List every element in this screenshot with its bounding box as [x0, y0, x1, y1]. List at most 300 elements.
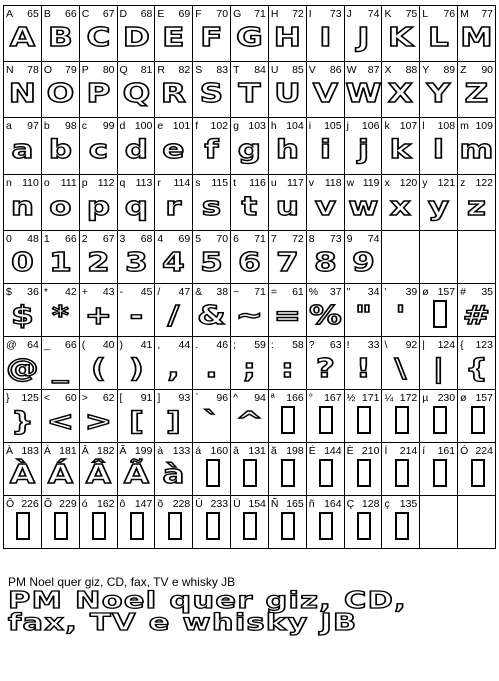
missing-glyph-box	[92, 512, 106, 540]
glyph-code: 93	[178, 391, 191, 404]
glyph-label	[44, 177, 77, 189]
glyph-char-label: :	[270, 338, 274, 351]
glyph-label	[233, 498, 266, 510]
glyph-preview: H	[273, 23, 301, 53]
glyph-preview: "	[354, 300, 372, 331]
glyph-cell	[344, 6, 382, 62]
glyph-label	[384, 64, 417, 76]
glyph-label	[347, 8, 380, 20]
glyph-label	[309, 177, 342, 189]
glyph-cell	[420, 336, 458, 389]
glyph-preview: }	[10, 406, 34, 437]
glyph-code: 109	[475, 120, 493, 133]
glyph-label	[384, 498, 417, 510]
glyph-preview: n	[10, 191, 34, 222]
glyph-char-label: ]	[157, 391, 161, 404]
glyph-preview: 5	[200, 247, 223, 278]
glyph-cell	[4, 6, 42, 62]
glyph-label	[422, 177, 455, 189]
glyph-char-label: É	[308, 444, 316, 457]
glyph-label	[347, 392, 380, 404]
glyph-label	[157, 286, 190, 298]
glyph-preview: T	[238, 79, 261, 110]
glyph-code: 83	[216, 64, 229, 77]
glyph-cell	[231, 336, 269, 389]
glyph-label	[195, 392, 228, 404]
glyph-cell	[117, 389, 155, 442]
glyph-code: 107	[399, 120, 418, 133]
glyph-char-label: í	[422, 444, 426, 457]
glyph-char-label: f	[195, 120, 199, 133]
glyph-code: 65	[27, 8, 39, 20]
glyph-label	[6, 286, 39, 298]
glyph-cell	[458, 442, 496, 495]
glyph-char-label: °	[308, 391, 313, 404]
glyph-char-label: 9	[346, 232, 353, 245]
glyph-preview: !	[355, 353, 371, 384]
glyph-code: 81	[140, 64, 153, 77]
glyph-label	[6, 445, 39, 457]
glyph-label	[120, 392, 153, 404]
glyph-char-label: ø	[460, 391, 467, 404]
glyph-label	[271, 177, 304, 189]
glyph-cell	[420, 389, 458, 442]
glyph-char-label: t	[233, 176, 236, 189]
glyph-code: 103	[248, 120, 266, 133]
glyph-preview: p	[86, 191, 110, 222]
glyph-label	[44, 392, 77, 404]
glyph-cell	[79, 389, 117, 442]
glyph-cell	[79, 336, 117, 389]
glyph-label	[422, 445, 455, 457]
glyph-preview: v	[314, 191, 336, 222]
glyph-cell	[458, 6, 496, 62]
glyph-char-label: \	[384, 338, 388, 351]
glyph-code: 34	[367, 285, 380, 298]
glyph-preview: 1	[48, 247, 72, 278]
glyph-cell	[155, 336, 193, 389]
grid-row	[4, 389, 496, 442]
glyph-char-label: 4	[157, 232, 164, 245]
glyph-char-label: Ñ	[270, 497, 279, 510]
glyph-char-label: /	[157, 285, 161, 298]
glyph-code: 92	[405, 338, 418, 351]
missing-glyph-box	[281, 406, 295, 434]
glyph-char-label: Á	[43, 444, 51, 457]
glyph-preview: d	[124, 135, 148, 166]
glyph-code: 61	[292, 285, 304, 298]
glyph-cell	[117, 230, 155, 283]
glyph-label	[195, 339, 228, 351]
glyph-cell	[458, 118, 496, 174]
glyph-char-label: X	[384, 64, 392, 77]
glyph-label	[44, 120, 77, 132]
glyph-preview: Á	[47, 459, 73, 490]
glyph-cell	[344, 118, 382, 174]
glyph-code: 73	[329, 232, 342, 245]
glyph-char-label: R	[157, 64, 165, 77]
glyph-code: 198	[286, 444, 304, 457]
glyph-char-label: z	[460, 176, 466, 189]
glyph-char-label: Ü	[233, 497, 241, 510]
glyph-char-label: r	[157, 176, 161, 189]
glyph-code: 112	[97, 176, 115, 189]
glyph-code: 199	[134, 444, 153, 457]
glyph-preview: X	[388, 79, 414, 110]
glyph-preview: q	[124, 191, 148, 222]
glyph-char-label: #	[460, 285, 466, 298]
glyph-cell	[155, 283, 193, 336]
glyph-cell	[458, 336, 496, 389]
glyph-code: 77	[481, 8, 493, 20]
glyph-char-label: %	[308, 285, 319, 298]
glyph-label	[6, 392, 39, 404]
grid-row	[4, 442, 496, 495]
glyph-preview: G	[236, 23, 263, 53]
glyph-cell	[268, 230, 306, 283]
glyph-cell	[458, 62, 496, 118]
glyph-preview: x	[390, 191, 412, 222]
glyph-cell	[117, 336, 155, 389]
glyph-cell	[155, 442, 193, 495]
glyph-char-label: '	[384, 285, 387, 298]
missing-glyph-box	[281, 459, 295, 487]
glyph-char-label: w	[346, 176, 355, 189]
glyph-code: 230	[437, 391, 456, 404]
glyph-preview: |	[432, 353, 445, 384]
glyph-char-label: ª	[270, 391, 275, 404]
glyph-code: 182	[97, 444, 115, 457]
glyph-code: 66	[65, 338, 77, 351]
glyph-char-label: 0	[6, 232, 12, 245]
glyph-label	[309, 8, 342, 20]
glyph-preview: D	[122, 23, 150, 53]
glyph-label	[44, 339, 77, 351]
glyph-label	[422, 286, 455, 298]
glyph-char-label: ñ	[308, 497, 315, 510]
glyph-preview: 8	[313, 247, 337, 278]
glyph-label	[44, 8, 77, 20]
glyph-cell	[231, 230, 269, 283]
glyph-char-label: <	[43, 391, 50, 404]
glyph-cell	[382, 495, 420, 548]
glyph-cell	[382, 6, 420, 62]
glyph-preview: /	[167, 300, 180, 331]
glyph-label	[157, 445, 190, 457]
glyph-code: 165	[286, 497, 304, 510]
glyph-preview: &	[197, 300, 226, 331]
glyph-code: 45	[140, 285, 153, 298]
glyph-label	[233, 177, 266, 189]
grid-row	[4, 118, 496, 174]
glyph-label	[309, 445, 342, 457]
glyph-char-label: [	[119, 391, 123, 404]
glyph-char-label: !	[346, 338, 350, 351]
glyph-cell	[382, 118, 420, 174]
glyph-cell	[4, 495, 42, 548]
glyph-code: 172	[399, 391, 418, 404]
glyph-cell	[117, 62, 155, 118]
glyph-code: 123	[475, 338, 493, 351]
glyph-cell	[268, 283, 306, 336]
glyph-cell	[458, 283, 496, 336]
glyph-code: 157	[475, 391, 493, 404]
glyph-label	[422, 120, 455, 132]
glyph-label	[347, 64, 380, 76]
glyph-char-label: á	[195, 444, 202, 457]
glyph-code: 70	[216, 8, 229, 20]
glyph-label	[157, 120, 190, 132]
glyph-char-label: õ	[157, 497, 164, 510]
glyph-preview: j	[357, 135, 369, 166]
glyph-preview: 3	[124, 247, 148, 278]
glyph-label	[347, 445, 380, 457]
glyph-code: 37	[329, 285, 342, 298]
missing-glyph-box	[206, 459, 220, 487]
glyph-cell	[344, 174, 382, 230]
glyph-label	[6, 498, 39, 510]
glyph-preview: *	[51, 300, 69, 331]
glyph-label	[233, 445, 266, 457]
glyph-label	[271, 286, 304, 298]
glyph-preview: `	[203, 406, 220, 437]
missing-glyph-box	[433, 406, 447, 434]
glyph-label	[82, 445, 115, 457]
glyph-label	[271, 445, 304, 457]
glyph-cell	[306, 283, 344, 336]
glyph-preview: F	[200, 23, 223, 53]
glyph-cell	[268, 495, 306, 548]
glyph-char-label: k	[384, 120, 390, 133]
missing-glyph-box	[395, 512, 409, 540]
glyph-label	[384, 286, 417, 298]
glyph-char-label: }	[6, 391, 10, 404]
glyph-char-label: "	[346, 285, 351, 298]
empty-cell	[458, 230, 496, 283]
glyph-cell	[193, 283, 231, 336]
glyph-cell	[268, 442, 306, 495]
glyph-cell	[231, 62, 269, 118]
glyph-char-label: b	[43, 120, 50, 133]
glyph-preview: 9	[351, 247, 375, 278]
glyph-cell	[306, 6, 344, 62]
glyph-cell	[306, 118, 344, 174]
glyph-code: 167	[324, 391, 342, 404]
glyph-label	[120, 339, 153, 351]
glyph-char-label: I	[308, 8, 312, 20]
glyph-code: 171	[361, 391, 380, 404]
glyph-code: 41	[140, 338, 153, 351]
glyph-preview: a	[11, 135, 34, 166]
glyph-cell	[344, 389, 382, 442]
glyph-preview: ]	[166, 406, 182, 437]
glyph-char-label: W	[346, 64, 357, 77]
missing-glyph-box	[433, 300, 447, 328]
glyph-cell	[344, 230, 382, 283]
glyph-preview: :	[280, 353, 294, 384]
glyph-code: 91	[140, 391, 153, 404]
glyph-preview: b	[48, 135, 72, 166]
glyph-char-label: ^	[233, 391, 238, 404]
glyph-label	[309, 286, 342, 298]
glyph-label	[195, 64, 228, 76]
glyph-code: 67	[102, 232, 115, 245]
glyph-code: 69	[178, 232, 191, 245]
glyph-label	[347, 120, 380, 132]
glyph-preview: ;	[242, 353, 256, 384]
glyph-cell	[155, 495, 193, 548]
glyph-preview: \	[394, 353, 407, 384]
glyph-code: 125	[21, 391, 39, 404]
glyph-code: 90	[481, 64, 493, 77]
glyph-label	[384, 339, 417, 351]
glyph-char-label: Y	[422, 64, 430, 77]
glyph-char-label: 8	[308, 232, 315, 245]
glyph-char-label: 2	[81, 232, 88, 245]
glyph-char-label: o	[43, 176, 50, 189]
glyph-code: 133	[172, 444, 191, 457]
glyph-char-label: i	[308, 120, 312, 133]
glyph-cell	[79, 283, 117, 336]
glyph-char-label: Z	[460, 64, 467, 77]
glyph-label	[233, 339, 266, 351]
glyph-char-label: {	[460, 338, 464, 351]
glyph-char-label: 3	[119, 232, 126, 245]
glyph-label	[157, 64, 190, 76]
glyph-char-label: à	[157, 444, 164, 457]
glyph-preview: K	[388, 23, 414, 53]
glyph-cell	[41, 62, 79, 118]
glyph-cell	[4, 62, 42, 118]
glyph-char-label: x	[384, 176, 390, 189]
glyph-preview: Z	[464, 79, 489, 110]
glyph-char-label: 1	[43, 232, 50, 245]
glyph-cell	[4, 230, 42, 283]
glyph-label	[44, 286, 77, 298]
glyph-code: 124	[437, 338, 456, 351]
missing-glyph-box	[357, 406, 371, 434]
glyph-preview: =	[273, 300, 301, 331]
glyph-code: 62	[102, 391, 115, 404]
glyph-preview: [	[128, 406, 144, 437]
glyph-code: 87	[367, 64, 380, 77]
glyph-char-label: J	[346, 8, 352, 20]
glyph-code: 63	[329, 338, 342, 351]
glyph-label	[157, 392, 190, 404]
glyph-cell	[306, 62, 344, 118]
glyph-label	[460, 445, 493, 457]
glyph-code: 119	[362, 176, 380, 189]
glyph-code: 60	[65, 391, 77, 404]
missing-glyph-box	[471, 459, 485, 487]
glyph-preview: @	[6, 353, 39, 384]
glyph-code: 228	[172, 497, 191, 510]
glyph-cell	[41, 336, 79, 389]
glyph-char-label: ô	[119, 497, 126, 510]
glyph-code: 96	[216, 391, 229, 404]
glyph-code: 74	[367, 232, 380, 245]
grid-row	[4, 62, 496, 118]
glyph-code: 162	[97, 497, 115, 510]
glyph-preview: (	[90, 353, 106, 384]
empty-cell	[382, 230, 420, 283]
glyph-preview: 0	[11, 247, 34, 278]
grid-row	[4, 174, 496, 230]
glyph-char-label: P	[81, 64, 89, 77]
glyph-code: 106	[361, 120, 380, 133]
glyph-label	[6, 64, 39, 76]
glyph-cell	[117, 118, 155, 174]
glyph-cell	[193, 62, 231, 118]
glyph-code: 84	[254, 64, 266, 77]
glyph-code: 73	[329, 8, 342, 20]
glyph-char-label: O	[43, 64, 53, 77]
glyph-cell	[41, 6, 79, 62]
glyph-char-label: Ç	[346, 497, 355, 510]
glyph-char-label: T	[233, 64, 240, 77]
grid-row	[4, 6, 496, 62]
glyph-code: 64	[27, 338, 39, 351]
glyph-preview: Y	[426, 79, 451, 110]
glyph-char-label: g	[233, 120, 239, 133]
glyph-code: 89	[443, 64, 456, 77]
glyph-preview: .	[205, 353, 218, 384]
glyph-preview: À	[9, 459, 35, 490]
glyph-cell	[268, 118, 306, 174]
empty-cell	[420, 495, 458, 548]
glyph-cell	[268, 336, 306, 389]
glyph-code: 71	[254, 8, 266, 20]
glyph-code: 33	[367, 338, 380, 351]
glyph-cell	[231, 118, 269, 174]
glyph-cell	[4, 389, 42, 442]
glyph-label	[347, 498, 380, 510]
glyph-code: 48	[27, 232, 39, 245]
glyph-code: 44	[178, 338, 191, 351]
glyph-cell	[420, 174, 458, 230]
glyph-code: 114	[173, 176, 191, 189]
glyph-char-label: ,	[157, 338, 161, 351]
glyph-label	[271, 392, 304, 404]
glyph-code: 46	[216, 338, 229, 351]
glyph-preview: f	[204, 135, 219, 166]
glyph-char-label: K	[384, 8, 392, 20]
glyph-preview: t	[241, 191, 258, 222]
glyph-char-label: >	[81, 391, 88, 404]
glyph-cell	[268, 6, 306, 62]
glyph-label	[157, 177, 190, 189]
glyph-cell	[155, 389, 193, 442]
glyph-char-label: S	[195, 64, 203, 77]
glyph-code: 98	[65, 120, 77, 133]
glyph-code: 210	[361, 444, 380, 457]
glyph-preview: >	[84, 406, 112, 437]
glyph-preview: S	[199, 79, 224, 110]
glyph-cell	[382, 283, 420, 336]
glyph-label	[271, 64, 304, 76]
glyph-preview: 6	[238, 247, 261, 278]
glyph-label	[82, 286, 115, 298]
glyph-cell	[231, 389, 269, 442]
glyph-code: 94	[254, 391, 266, 404]
glyph-preview: o	[49, 191, 72, 222]
glyph-label	[157, 339, 190, 351]
missing-glyph-box	[319, 406, 333, 434]
glyph-char-label: Õ	[43, 497, 53, 510]
glyph-label	[422, 64, 455, 76]
glyph-code: 110	[22, 176, 39, 189]
glyph-char-label: â	[233, 444, 239, 457]
